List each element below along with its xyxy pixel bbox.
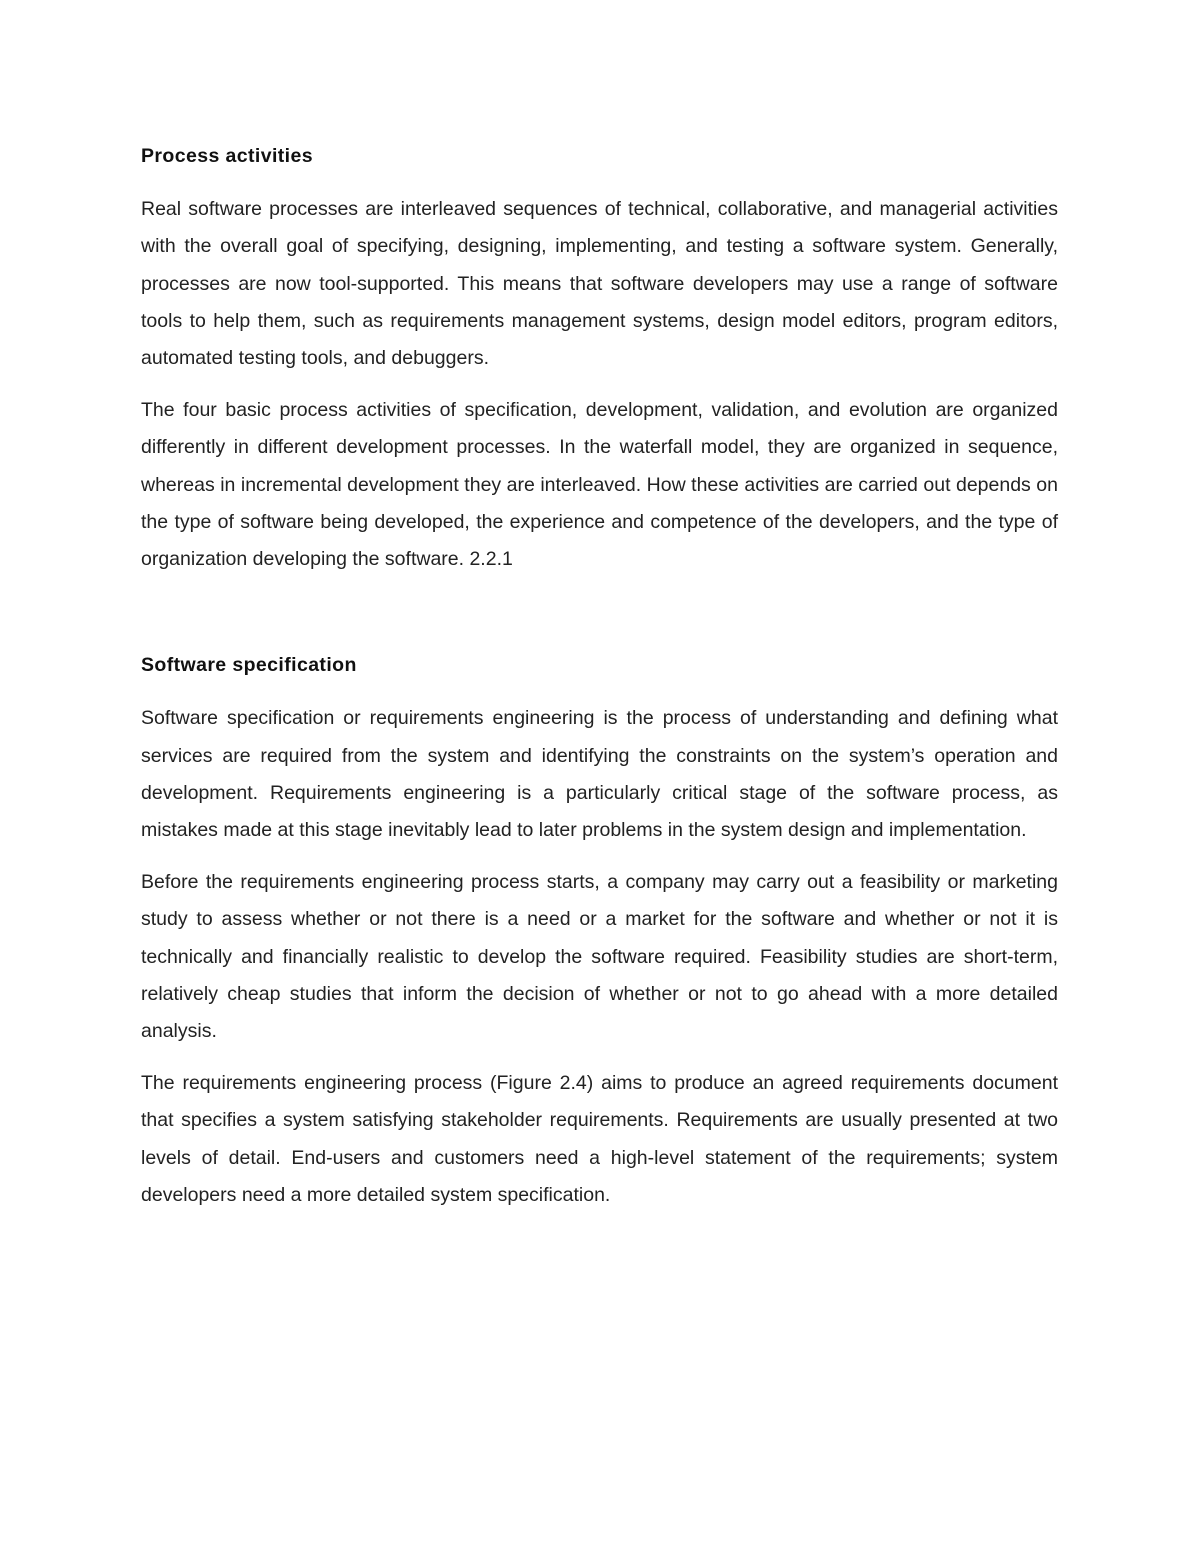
paragraph: Software specification or requirements engineering is the process of understanding and defining what services are required from the system and identifying the constraints on the system’s operation and development. Requirements engineering is a particularly critical stage of the software process, as mistakes made at this stage inevitably lead to later problems in the system design and implementation. — [141, 707, 1058, 842]
section-heading-software-specification: Software specification — [141, 654, 357, 677]
section-spacer — [141, 593, 1058, 647]
section-heading-process-activities: Process activities — [141, 145, 313, 167]
paragraph: The requirements engineering process (Figure 2.4) aims to produce an agreed requirements document that specifies a system satisfying stakeholder requirements. Requirements are usually presented at two levels of detail. End-users and customers need a high-level statement of the requirements; system developers need a more detailed system specification. — [141, 1072, 1058, 1206]
document-body — [141, 138, 1058, 1229]
paragraph: The four basic process activities of specification, development, validation, and evolution are organized differently in different development processes. In the waterfall model, they are organized in sequence, whereas in incremental development they are interleaved. How these activities are carried out depends on the type of software being developed, the experience and competence of the developers, and the type of organization developing the software. 2.2.1 — [141, 399, 1058, 571]
paragraph: Before the requirements engineering process starts, a company may carry out a feasibility or marketing study to assess whether or not there is a need or a market for the software and whether or not it is technically and financially realistic to develop the software required. Feasibility studies are short-term, relatively cheap studies that inform the decision of whether or not to go ahead with a more detailed analysis. — [141, 871, 1058, 1043]
paragraph: Real software processes are interleaved sequences of technical, collaborative, and managerial activities with the overall goal of specifying, designing, implementing, and testing a software system. Generally, processes are now tool-supported. This means that software developers may use a range of software tools to help them, such as requirements management systems, design model editors, program editors, automated testing tools, and debuggers. — [141, 198, 1058, 370]
